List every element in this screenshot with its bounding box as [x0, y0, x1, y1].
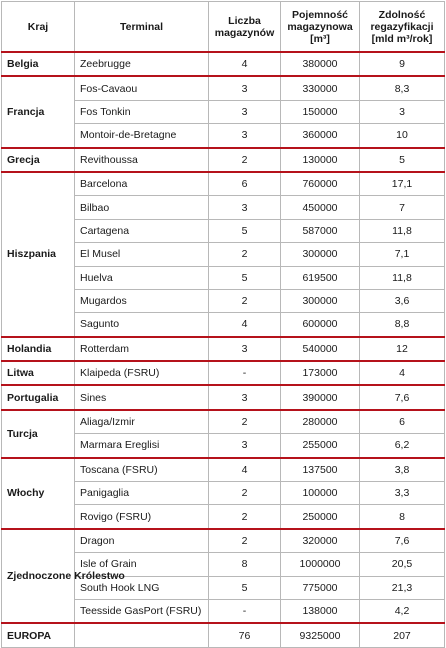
- regasification-cell: 7,6: [360, 385, 445, 409]
- storage-count-cell: 3: [209, 76, 281, 100]
- storage-count-cell: 8: [209, 553, 281, 576]
- storage-count-cell: 5: [209, 576, 281, 599]
- storage-count-cell: 3: [209, 385, 281, 409]
- capacity-cell: 250000: [281, 505, 360, 529]
- total-row: [2, 623, 445, 647]
- storage-count-cell: -: [209, 361, 281, 385]
- terminal-cell: Rovigo (FSRU): [75, 505, 209, 529]
- terminal-cell: Sagunto: [75, 313, 209, 337]
- terminal-cell: Aliaga/Izmir: [75, 410, 209, 434]
- table-row: [2, 172, 445, 196]
- country-cell: Włochy: [2, 458, 75, 529]
- terminal-cell: Fos Tonkin: [75, 100, 209, 123]
- storage-count-cell: 3: [209, 434, 281, 458]
- regasification-cell: 8,3: [360, 76, 445, 100]
- lng-terminals-table-container: [1, 1, 445, 648]
- regasification-cell: 10: [360, 124, 445, 148]
- terminal-cell: Sines: [75, 385, 209, 409]
- regasification-cell: 11,8: [360, 219, 445, 242]
- terminal-cell: Marmara Ereglisi: [75, 434, 209, 458]
- terminal-cell: Panigaglia: [75, 482, 209, 505]
- total-capacity-cell: 9325000: [281, 623, 360, 647]
- capacity-cell: 320000: [281, 529, 360, 553]
- table-row: [2, 410, 445, 434]
- storage-count-cell: 3: [209, 196, 281, 219]
- terminal-cell: Huelva: [75, 266, 209, 289]
- storage-count-cell: 2: [209, 482, 281, 505]
- storage-count-cell: 3: [209, 124, 281, 148]
- storage-count-cell: 2: [209, 529, 281, 553]
- storage-count-cell: -: [209, 599, 281, 623]
- regasification-cell: 5: [360, 148, 445, 172]
- terminal-cell: El Musel: [75, 243, 209, 266]
- capacity-cell: 760000: [281, 172, 360, 196]
- country-cell: Holandia: [2, 337, 75, 361]
- regasification-cell: 3,3: [360, 482, 445, 505]
- capacity-cell: 390000: [281, 385, 360, 409]
- table-row: [2, 76, 445, 100]
- regasification-cell: 4,2: [360, 599, 445, 623]
- regasification-cell: 7: [360, 196, 445, 219]
- table-row: [2, 52, 445, 76]
- header-storage-count: Liczba magazynów: [209, 2, 281, 53]
- terminal-cell: Barcelona: [75, 172, 209, 196]
- capacity-cell: 330000: [281, 76, 360, 100]
- terminal-cell: South Hook LNG: [75, 576, 209, 599]
- storage-count-cell: 2: [209, 289, 281, 312]
- regasification-cell: 12: [360, 337, 445, 361]
- country-cell: Zjednoczone Królestwo: [2, 529, 75, 624]
- storage-count-cell: 2: [209, 148, 281, 172]
- regasification-cell: 7,1: [360, 243, 445, 266]
- capacity-cell: 619500: [281, 266, 360, 289]
- regasification-cell: 6: [360, 410, 445, 434]
- regasification-cell: 8,8: [360, 313, 445, 337]
- regasification-cell: 21,3: [360, 576, 445, 599]
- terminal-cell: Toscana (FSRU): [75, 458, 209, 482]
- storage-count-cell: 4: [209, 458, 281, 482]
- header-regasification: Zdolność regazyfikacji [mld m³/rok]: [360, 2, 445, 53]
- capacity-cell: 137500: [281, 458, 360, 482]
- table-row: [2, 458, 445, 482]
- regasification-cell: 7,6: [360, 529, 445, 553]
- table-body: [2, 52, 445, 647]
- terminal-cell: Mugardos: [75, 289, 209, 312]
- header-capacity: Pojemność magazynowa [m³]: [281, 2, 360, 53]
- terminal-cell: Revithoussa: [75, 148, 209, 172]
- country-cell: Grecja: [2, 148, 75, 172]
- capacity-cell: 255000: [281, 434, 360, 458]
- terminal-cell: Dragon: [75, 529, 209, 553]
- terminal-cell: Montoir-de-Bretagne: [75, 124, 209, 148]
- header-row: [2, 2, 445, 53]
- storage-count-cell: 4: [209, 52, 281, 76]
- capacity-cell: 587000: [281, 219, 360, 242]
- country-cell: Belgia: [2, 52, 75, 76]
- storage-count-cell: 5: [209, 266, 281, 289]
- country-cell: Litwa: [2, 361, 75, 385]
- regasification-cell: 3,8: [360, 458, 445, 482]
- capacity-cell: 173000: [281, 361, 360, 385]
- country-cell: Francja: [2, 76, 75, 147]
- country-cell: Portugalia: [2, 385, 75, 409]
- table-row: [2, 529, 445, 553]
- regasification-cell: 11,8: [360, 266, 445, 289]
- table-row: [2, 361, 445, 385]
- terminal-cell: Klaipeda (FSRU): [75, 361, 209, 385]
- capacity-cell: 380000: [281, 52, 360, 76]
- total-terminal-cell: [75, 623, 209, 647]
- terminal-cell: Cartagena: [75, 219, 209, 242]
- storage-count-cell: 2: [209, 505, 281, 529]
- capacity-cell: 100000: [281, 482, 360, 505]
- lng-terminals-table: [1, 1, 445, 648]
- regasification-cell: 8: [360, 505, 445, 529]
- terminal-cell: Teesside GasPort (FSRU): [75, 599, 209, 623]
- regasification-cell: 20,5: [360, 553, 445, 576]
- storage-count-cell: 4: [209, 313, 281, 337]
- country-cell: Turcja: [2, 410, 75, 458]
- capacity-cell: 600000: [281, 313, 360, 337]
- capacity-cell: 450000: [281, 196, 360, 219]
- regasification-cell: 3,6: [360, 289, 445, 312]
- storage-count-cell: 2: [209, 243, 281, 266]
- terminal-cell: Fos-Cavaou: [75, 76, 209, 100]
- regasification-cell: 4: [360, 361, 445, 385]
- country-cell: Hiszpania: [2, 172, 75, 337]
- regasification-cell: 17,1: [360, 172, 445, 196]
- capacity-cell: 1000000: [281, 553, 360, 576]
- table-row: [2, 148, 445, 172]
- total-label-cell: EUROPA: [2, 623, 75, 647]
- table-row: [2, 385, 445, 409]
- capacity-cell: 360000: [281, 124, 360, 148]
- header-country: Kraj: [2, 2, 75, 53]
- capacity-cell: 300000: [281, 243, 360, 266]
- terminal-cell: Zeebrugge: [75, 52, 209, 76]
- terminal-cell: Bilbao: [75, 196, 209, 219]
- capacity-cell: 150000: [281, 100, 360, 123]
- storage-count-cell: 3: [209, 100, 281, 123]
- regasification-cell: 3: [360, 100, 445, 123]
- storage-count-cell: 6: [209, 172, 281, 196]
- capacity-cell: 130000: [281, 148, 360, 172]
- capacity-cell: 300000: [281, 289, 360, 312]
- header-terminal: Terminal: [75, 2, 209, 53]
- storage-count-cell: 3: [209, 337, 281, 361]
- table-row: [2, 337, 445, 361]
- capacity-cell: 540000: [281, 337, 360, 361]
- terminal-cell: Rotterdam: [75, 337, 209, 361]
- storage-count-cell: 2: [209, 410, 281, 434]
- storage-count-cell: 5: [209, 219, 281, 242]
- capacity-cell: 280000: [281, 410, 360, 434]
- regasification-cell: 6,2: [360, 434, 445, 458]
- capacity-cell: 775000: [281, 576, 360, 599]
- terminal-cell: Isle of Grain: [75, 553, 209, 576]
- capacity-cell: 138000: [281, 599, 360, 623]
- total-regasification-cell: 207: [360, 623, 445, 647]
- regasification-cell: 9: [360, 52, 445, 76]
- total-count-cell: 76: [209, 623, 281, 647]
